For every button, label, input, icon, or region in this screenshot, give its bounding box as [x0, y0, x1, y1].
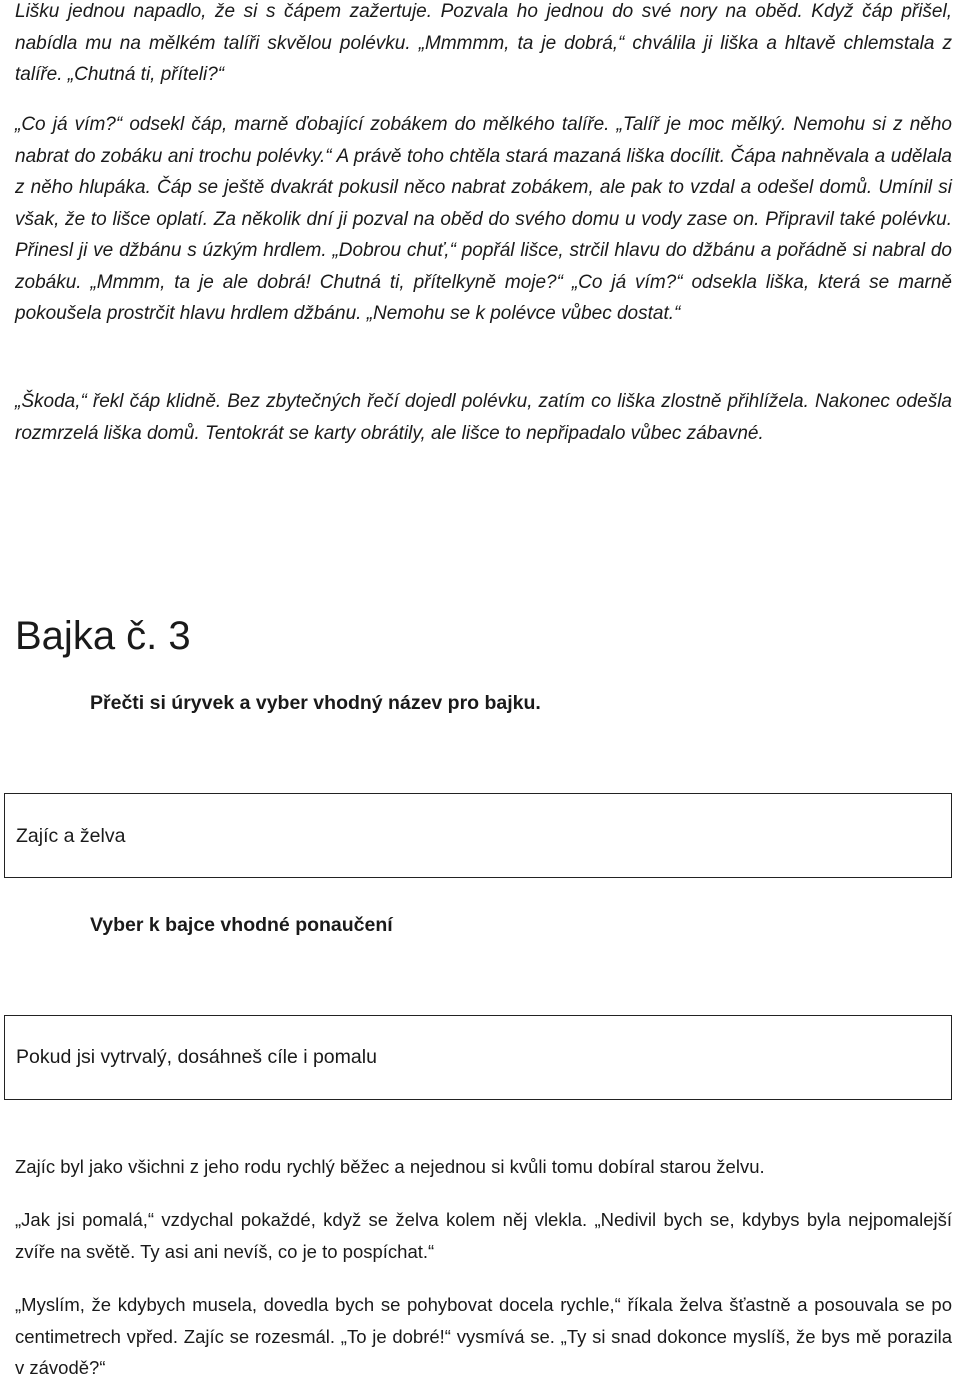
story2-paragraph-1: Zajíc byl jako všichni z jeho rodu rychlý běžec a nejednou si kvůli tomu dobíral starou želvu.	[15, 1156, 765, 1177]
moral-answer: Pokud jsi vytrvalý, dosáhneš cíle i pomalu	[16, 1046, 377, 1068]
moral-instruction: Vyber k bajce vhodné ponaučení	[90, 914, 393, 936]
story2-paragraph-2: „Jak jsi pomalá,“ vzdychal pokaždé, když se želva kolem něj vlekla. „Nedivil bych se, kdybys byla nejpomalejší zvíře na světě. Ty asi ani nevíš, co je to pospíchat.“	[15, 1209, 952, 1262]
title-answer-box	[4, 793, 952, 878]
story1-paragraph-2: „Co já vím?“ odsekl čáp, marně ďobající zobákem do mělkého talíře. „Talíř je moc mělký. Nemohu si z něho nabrat do zobáku ani trochu polévky.“ A právě toho chtěla stará mazaná liška docílit. Čápa nahněvala a udělala z něho hlupáka. Čáp se ještě dvakrát pokusil něco nabrat zobákem, ale pak to vzdal a odešel domů. Umínil si však, že to lišce oplatí. Za několik dní ji pozval na oběd do svého domu u vody zase on. Připravil také polévku. Přinesl ji ve džbánu s úzkým hrdlem. „Dobrou chuť,“ popřál lišce, strčil hlavu do džbánu a pořádně si nabral do zobáku. „Mmmm, ta je ale dobrá! Chutná ti, přítelkyně moje?“ „Co já vím?“ odsekla liška, která se marně pokoušela prostrčit hlavu hrdlem džbánu. „Nemohu se k polévce vůbec dostat.“	[15, 114, 952, 324]
title-instruction: Přečti si úryvek a vyber vhodný název pro bajku.	[90, 692, 541, 714]
section-heading: Bajka č. 3	[15, 614, 191, 658]
moral-answer-box	[4, 1015, 952, 1100]
story2-paragraph-3: „Myslím, že kdybych musela, dovedla bych se pohybovat docela rychle,“ říkala želva šťastně a posouvala se po centimetrech vpřed. Zajíc se rozesmál. „To je dobré!“ vysmívá se. „Ty si snad dokonce myslíš, že bys mě porazila v závodě?“	[15, 1294, 952, 1378]
story1-paragraph-1: Lišku jednou napadlo, že si s čápem zažertuje. Pozvala ho jednou do své nory na oběd. Když čáp přišel, nabídla mu na mělkém talíři skvělou polévku. „Mmmmm, ta je dobrá,“ chválila ji liška a hltavě chlemstala z talíře. „Chutná ti, příteli?“	[15, 1, 952, 85]
story1-paragraph-3: „Škoda,“ řekl čáp klidně. Bez zbytečných řečí dojedl polévku, zatím co liška zlostně přihlížela. Nakonec odešla rozmrzelá liška domů. Tentokrát se karty obrátily, ale lišce to nepřipadalo vůbec zábavné.	[15, 391, 952, 444]
title-answer: Zajíc a želva	[16, 825, 126, 847]
